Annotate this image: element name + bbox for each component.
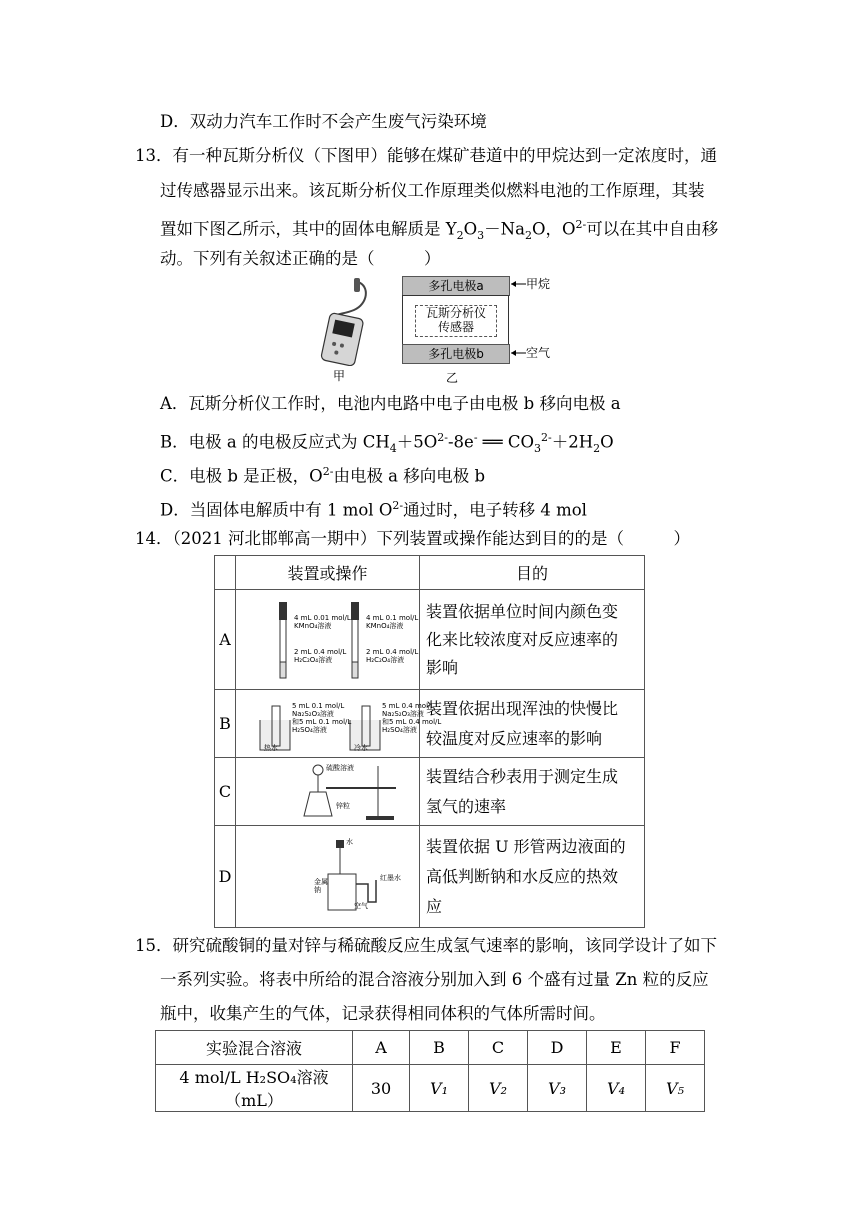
methane-label: 甲烷 — [526, 277, 551, 291]
q14-stem: 14．（2021 河北邯郸高一期中）下列装置或操作能达到目的的是（ ） — [135, 529, 690, 548]
table-row — [215, 590, 645, 690]
arrows — [508, 276, 528, 366]
q13-stem-line2: 过传感器显示出来。该瓦斯分析仪工作原理类似燃料电池的工作原理，其装 — [160, 181, 705, 200]
row-label: B — [215, 690, 236, 758]
figure-b: 5 mL 0.1 mol/L Na₂S₂O₃溶液 和5 mL 0.1 mol/L H₂SO₄溶液 热水 5 mL 0.4 mol/L Na₂S₂O₃溶液 和5 mL 0.4 mol/L H₂SO₄溶液 冷水 — [236, 690, 420, 758]
table-row — [215, 826, 645, 928]
q13-option-c: C．电极 b 是正极，$O^{2-}$由电极 a 移向电极 b — [160, 465, 486, 486]
q13-option-b: B．电极 a 的电极反应式为 $CH_4+5O^{2-}-8e^-$ ══ $CO_3^{2-}+2H_2O$ — [160, 431, 614, 455]
row-label: A — [215, 590, 236, 690]
purpose-b: 装置依据出现浑浊的快慢比 较温度对反应速率的影响 — [420, 690, 645, 758]
gas-analyzer-device-image — [310, 276, 370, 366]
q15-table — [155, 1030, 705, 1112]
table-row — [215, 690, 645, 758]
q15-stem-line1: 15．研究硫酸铜的量对锌与稀硫酸反应生成氢气速率的影响，该同学设计了如下 — [135, 936, 717, 955]
q13-option-d: D．当固体电解质中有 1 mol $O^{2-}$通过时，电子转移 4 mol — [160, 499, 587, 520]
porous-electrode-a: 多孔电极a — [402, 276, 510, 296]
row-label: C — [215, 758, 236, 826]
table-row — [215, 758, 645, 826]
air-label: 空气 — [526, 346, 551, 360]
purpose-a: 装置依据单位时间内颜色变 化来比较浓度对反应速率的 影响 — [420, 590, 645, 690]
figure-c: 硫酸溶液 锌粒 — [236, 758, 420, 826]
row-label: D — [215, 826, 236, 928]
caption-yi: 乙 — [446, 371, 459, 385]
q12-option-d: D．双动力汽车工作时不会产生废气污染环境 — [160, 112, 487, 131]
q15-stem-line3: 瓶中，收集产生的气体，记录获得相同体积的气体所需时间。 — [160, 1004, 606, 1023]
sensor-label: 瓦斯分析仪 传感器 — [415, 305, 497, 337]
q13-stem-line4: 动。下列有关叙述正确的是（ ） — [160, 249, 441, 268]
q15-stem-line2: 一系列实验。将表中所给的混合溶液分别加入到 6 个盛有过量 Zn 粒的反应 — [160, 970, 709, 989]
q14-table — [214, 555, 645, 928]
figure-a: 4 mL 0.01 mol/L KMnO₄溶液 2 mL 0.4 mol/L H₂C₂O₄溶液 4 mL 0.1 mol/L KMnO₄溶液 2 mL 0.4 mol/L H₂C₂O₄溶液 — [236, 590, 420, 690]
porous-electrode-b: 多孔电极b — [402, 344, 510, 364]
caption-jia: 甲 — [333, 369, 346, 383]
table-row: 实验混合溶液 A B C D E F — [156, 1031, 705, 1065]
q13-stem-line3: 置如下图乙所示，其中的固体电解质是 $Y_2O_3-Na_2O$，$O^{2-}$可以在其中自由移 — [160, 218, 719, 242]
purpose-d: 装置依据 U 形管两边液面的 高低判断钠和水反应的热效 应 — [420, 826, 645, 928]
header-device: 装置或操作 — [236, 556, 420, 590]
figure-d: 水 红墨水 金属 钠 空气 — [236, 826, 420, 928]
q13-option-a: A．瓦斯分析仪工作时，电池内电路中电子由电极 b 移向电极 a — [160, 394, 621, 413]
q13-stem-line1: 13．有一种瓦斯分析仪（下图甲）能够在煤矿巷道中的甲烷达到一定浓度时，通 — [135, 146, 717, 165]
header-purpose: 目的 — [420, 556, 645, 590]
sensor-box — [402, 295, 509, 345]
table-row: 4 mol/L H₂SO₄溶液（mL） 30 V₁ V₂ V₃ V₄ V₅ — [156, 1065, 705, 1112]
purpose-c: 装置结合秒表用于测定生成 氢气的速率 — [420, 758, 645, 826]
